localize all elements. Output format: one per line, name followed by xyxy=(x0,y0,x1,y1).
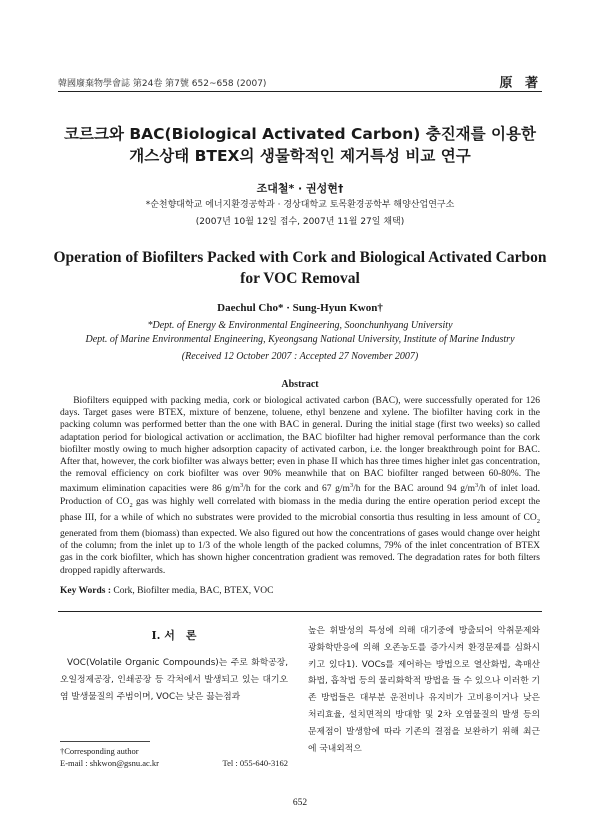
abstract-sup1: 3 xyxy=(240,482,244,490)
section-heading-introduction: I. 서 론 xyxy=(151,629,197,642)
abstract-part4: /h of inlet load. Production of CO xyxy=(60,484,541,507)
footnote-email: E-mail : shkwon@gsnu.ac.kr xyxy=(60,758,159,768)
english-affiliation xyxy=(40,319,560,347)
abstract-sup2: 3 xyxy=(349,482,354,490)
abstract-part1: Biofilters equipped with packing media, cork or biological activated carbon (BAC), were successfully operated for 126 days. Target gases were BTEX, mixture of benzene, toluene, ethyl benzene and xylene. The biofilter having cork in the packing column was performed better than the one with BAC in general. During the initial stage (first two weeks) so called adaptation period for biological activation or acclimation, the BAC biofilter had higher removal performance than the cork biofilter mostly owing to much higher adsorption capacity of activated carbon, i.e. the longer breakthrough point for BAC. After that, however, the cork biofilter was always better; even in phase II which has three times higher inlet gas concentration, the removal efficiency on cork biofilter was over 90% meanwhile that on BAC biofilter ranged between 60-80%. The maximum elimination capacities were 86 g/m xyxy=(60,396,541,495)
abstract-part5: gas was highly well correlated with biomass in the media during the entire operation period except the phase III, for a while of which no substrates were provided to the microbial consortia thus resulting in less amount of CO xyxy=(60,496,540,523)
body-left-text: VOC(Volatile Organic Compounds)는 주로 화학공장, 오일정제공장, 인쇄공장 등 각처에서 발생되고 있는 대기오염 발생물질의 주범이며, VOC는 낮은 끓는점과 xyxy=(60,658,289,702)
keywords xyxy=(60,586,540,596)
abstract-part2: /h for the cork and 67 g/m xyxy=(243,484,350,495)
abstract-part3: /h for the BAC around 94 g/m xyxy=(353,484,476,495)
english-authors: Daechul Cho* · Sung-Hyun Kwon† xyxy=(217,302,383,314)
body-right-column: 높은 휘발성의 특성에 의해 대기중에 방출되어 악취문제와 광화학반응에 의해 오존농도를 증가시켜 환경문제를 심화시키고 있다1). VOCs를 제어하는 방법으로 열산화법, 촉매산화법, 흡착법 등의 물리화학적 방법을 들 수 있으나 이러한 기존 방법들은 대부분 운전비나 유지비가 고비용이거나 낮은 처리효율, 설치면적의 방대함 및 2차 오염물질의 발생 등의 문제점이 발생함에 따라 기존의 결점을 보완하기 위해 최근에 국내외적으 xyxy=(308,626,540,754)
footnote-tel: Tel : 055-640-3162 xyxy=(222,758,288,768)
korean-title-line2: 개스상태 BTEX의 생물학적인 제거특성 비교 연구 xyxy=(129,147,471,165)
keywords-value: Cork, Biofilter media, BAC, BTEX, VOC xyxy=(111,586,274,596)
korean-authors: 조대철* · 권성현† xyxy=(256,182,344,195)
footnote-corresponding: †Corresponding author xyxy=(60,746,139,756)
page-number: 652 xyxy=(292,798,308,808)
english-affiliation-line2: Dept. of Marine Environmental Engineering, Kyeongsang National University, Institute of Marine Industry xyxy=(85,334,515,345)
english-title-line1: Operation of Biofilters Packed with Cork and Biological Activated Carbon xyxy=(53,249,547,266)
keywords-label: Key Words : xyxy=(60,586,112,596)
abstract-body xyxy=(60,395,540,577)
abstract-rule xyxy=(58,611,542,612)
abstract-sub1: 2 xyxy=(129,501,133,509)
english-dates: (Received 12 October 2007 : Accepted 27 November 2007) xyxy=(181,351,419,362)
abstract-sub2: 2 xyxy=(536,517,540,525)
korean-title xyxy=(40,123,560,167)
footnote-contact xyxy=(60,758,288,768)
footnote-rule xyxy=(60,741,150,742)
header-rule xyxy=(58,91,542,92)
abstract-sup3: 3 xyxy=(475,482,479,490)
korean-dates: (2007년 10월 12일 접수, 2007년 11월 27일 채택) xyxy=(195,217,405,227)
korean-affiliation: *순천향대학교 에너지환경공학과 · 경상대학교 토목환경공학부 해양산업연구소 xyxy=(145,200,455,210)
korean-title-line1: 코르크와 BAC(Biological Activated Carbon) 충진재를 이용한 xyxy=(64,125,536,143)
abstract-heading: Abstract xyxy=(281,379,319,390)
english-title xyxy=(40,247,560,289)
article-type-label: 原 著 xyxy=(499,76,542,91)
journal-citation: 韓國廢棄物學會誌 第24卷 第7號 652~658 (2007) xyxy=(58,79,267,89)
english-title-line2: for VOC Removal xyxy=(240,270,360,287)
abstract-part6: generated from them (biomass) than expected. We also figured out how the concentrations of gases would change over height of the column; from the inlet up to 1/3 of the whole length of the packed columns, 79% of the inlet concentration of BTEX gas in the cork biofilter, which has shown higher concentration gradient was removed. The degradation rates for both filters dropped rapidly afterwards. xyxy=(60,528,540,576)
body-left-column xyxy=(60,655,288,705)
english-affiliation-line1: *Dept. of Energy & Environmental Engineering, Soonchunhyang University xyxy=(147,320,453,331)
